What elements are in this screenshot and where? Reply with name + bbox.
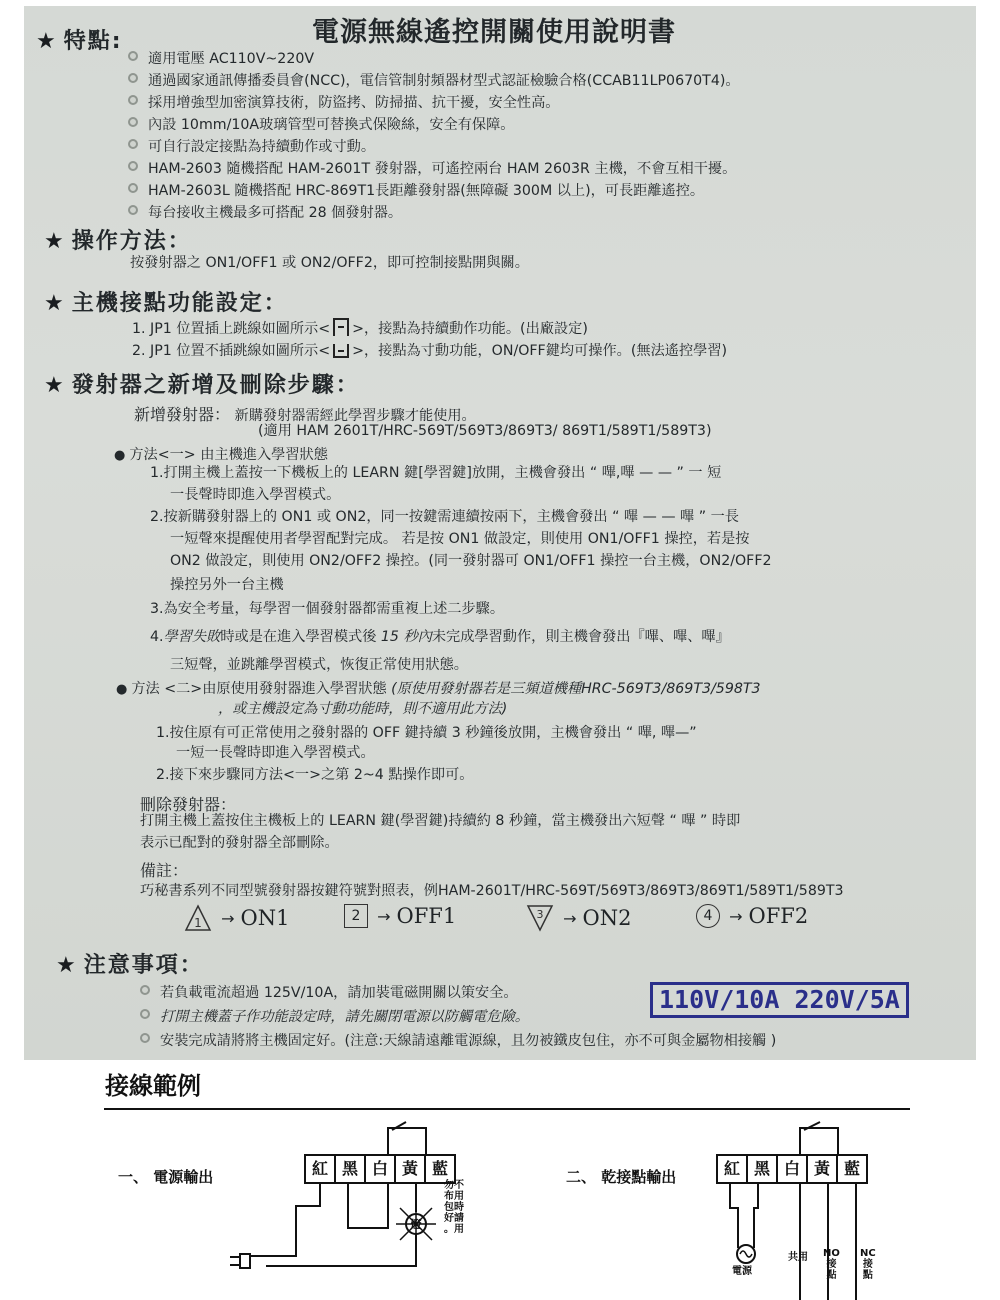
diagram-2-label: 二、 乾接點輸出 <box>566 1168 677 1186</box>
terminal-white: 白 <box>366 1156 396 1182</box>
caution-item: 打開主機蓋子作功能設定時，請先關閉電源以防觸電危險。 <box>140 1006 529 1026</box>
caution-item: 安裝完成請將將主機固定好。(注意:天線請遠離電源線，且勿被鐵皮包住，亦不可與金屬物相接觸 ) <box>140 1030 776 1050</box>
method-2-title: ● 方法 <二>由原使用發射器進入學習狀態 (原使用發射器若是三頻道機種HRC-569T3/869T3/598T3 <box>116 681 761 697</box>
diagram-1-label: 一、 電源輸出 <box>118 1168 214 1186</box>
cautions-heading: ★ 注意事項： <box>56 953 204 978</box>
jumper-off-icon <box>333 344 349 358</box>
terminal-yellow: 黃 <box>396 1156 426 1182</box>
diagram-1-note: 勿不 布用 包時 好請 。用 <box>444 1180 464 1235</box>
method-2-step: 1.按住原有可正常使用之發射器的 OFF 鍵持續 3 秒鐘後放開，主機會發出 “ 嗶, 嗶—” <box>156 725 697 741</box>
power-output-wiring-diagram <box>210 1116 510 1300</box>
bullet-icon <box>128 73 138 83</box>
method-1-step: 2.按新購發射器上的 ON1 或 ON2，同一按鍵需連續按兩下，主機會發出 “ 嗶 — — 嗶 ” 一長 <box>150 509 739 525</box>
contact-setting-line-1: 1. JP1 位置插上跳線如圖所示< >，接點為持續動作功能。(出廠設定) <box>132 318 588 338</box>
bullet-icon <box>140 1033 150 1043</box>
star-icon: ★ <box>44 229 66 254</box>
inverted-triangle-symbol-icon <box>526 904 554 932</box>
method-2-step: 2.接下來步驟同方法<一>之第 2~4 點操作即可。 <box>156 767 474 783</box>
method-2-step: 一短一長聲時即進入學習模式。 <box>176 745 375 761</box>
common-label: 共用 <box>788 1252 808 1263</box>
key-ref-off2: 4 → OFF2 <box>696 904 808 928</box>
terminal-red: 紅 <box>718 1156 748 1182</box>
add-transmitter: 新增發射器： 新購發射器需經此學習步驟才能使用。 <box>134 405 476 424</box>
method-1-title: ● 方法<一> 由主機進入學習狀態 <box>114 447 328 463</box>
feature-item: 採用增強型加密演算技術，防盜拷、防掃描、抗干擾，安全性高。 <box>128 92 559 112</box>
key-ref-on1: 1 → ON1 <box>184 904 289 932</box>
square-symbol-icon: 2 <box>344 904 368 928</box>
manual-title: 電源無線遙控開關使用說明書 <box>312 17 676 48</box>
bullet-icon <box>140 985 150 995</box>
method-1-step: 一短聲來提醒使用者學習配對完成。 若是按 ON1 做設定，則使用 ON1/OFF1 操控，若是按 <box>170 531 750 547</box>
bullet-icon <box>128 95 138 105</box>
nc-contact-label: NC 接 點 <box>860 1248 876 1281</box>
feature-item: HAM-2603 隨機搭配 HAM-2601T 發射器，可遙控兩台 HAM 2603R 主機，不會互相干擾。 <box>128 158 736 178</box>
features-heading: ★ 特點: <box>36 29 123 54</box>
diagram-1-terminal-block <box>304 1154 456 1184</box>
method-1-step: 一長聲時即進入學習模式。 <box>170 487 341 503</box>
contact-setting-heading: ★ 主機接點功能設定： <box>44 291 288 316</box>
bullet-icon <box>140 1009 150 1019</box>
terminal-red: 紅 <box>306 1156 336 1182</box>
terminal-yellow: 黃 <box>808 1156 838 1182</box>
method-1-step: 3.為安全考量，每學習一個發射器都需重複上述二步驟。 <box>150 601 505 617</box>
divider-line <box>104 1108 910 1110</box>
feature-item: 適用電壓 AC110V~220V <box>128 48 314 68</box>
power-label: 電源 <box>732 1266 752 1277</box>
note-label: 備註： <box>140 861 189 880</box>
operation-text: 按發射器之 ON1/OFF1 或 ON2/OFF2，即可控制接點開與關。 <box>130 255 529 271</box>
contact-setting-line-2: 2. JP1 位置不插跳線如圖所示< >，接點為寸動功能，ON/OFF鍵均可操作。(無法遙控學習) <box>132 343 728 359</box>
bullet-icon <box>128 183 138 193</box>
bullet-icon <box>128 51 138 61</box>
manual-sheet <box>24 6 976 1060</box>
key-ref-off1: 2 → OFF1 <box>344 904 456 928</box>
terminal-blue: 藍 <box>431 1159 448 1178</box>
method-1-step: 4.學習失敗時或是在進入學習模式後 15 秒內未完成學習動作，則主機會發出『嗶、嗶、嗶』 <box>150 629 730 645</box>
feature-item: 內設 10mm/10A玻璃管型可替換式保險絲，安全有保障。 <box>128 114 515 134</box>
add-applies: (適用 HAM 2601T/HRC-569T/569T3/869T3/ 869T1/589T1/589T3) <box>258 423 712 439</box>
terminal-black: 黑 <box>336 1156 366 1182</box>
feature-item: 每台接收主機最多可搭配 28 個發射器。 <box>128 202 402 222</box>
svg-text:燈: 燈 <box>410 1218 422 1231</box>
feature-item: 可自行設定接點為持續動作或寸動。 <box>128 136 375 156</box>
svg-text:1: 1 <box>194 916 202 930</box>
delete-text: 表示已配對的發射器全部刪除。 <box>140 835 339 851</box>
bullet-icon <box>128 117 138 127</box>
wiring-examples <box>0 1062 1000 1300</box>
key-ref-on2: 3 → ON2 <box>526 904 631 932</box>
svg-text:3: 3 <box>536 908 544 921</box>
delete-text: 打開主機上蓋按住主機板上的 LEARN 鍵(學習鍵)持續約 8 秒鐘，當主機發出六短聲 “ 嗶 ” 時即 <box>140 813 741 829</box>
star-icon: ★ <box>36 29 58 54</box>
terminal-black: 黑 <box>748 1156 778 1182</box>
diagram-2-terminal-block <box>716 1154 868 1184</box>
triangle-symbol-icon <box>184 904 212 932</box>
feature-item: 通過國家通訊傳播委員會(NCC)，電信管制射頻器材型式認証檢驗合格(CCAB11LP0670T4)。 <box>128 70 740 90</box>
rating-stamp: 110V/10A 220V/5A <box>650 982 909 1018</box>
circle-symbol-icon: 4 <box>696 904 720 928</box>
bullet-icon <box>128 161 138 171</box>
operation-heading: ★ 操作方法： <box>44 229 192 254</box>
terminal-blue: 藍 <box>843 1159 860 1178</box>
delete-label: 刪除發射器： <box>140 795 237 814</box>
star-icon: ★ <box>44 373 66 398</box>
method-1-step: ON2 做設定，則使用 ON2/OFF2 操控。(同一發射器可 ON1/OFF1 操控一台主機，ON2/OFF2 <box>170 553 772 569</box>
method-1-step: 操控另外一台主機 <box>170 577 284 593</box>
caution-item: 若負載電流超過 125V/10A，請加裝電磁開關以策安全。 <box>140 982 518 1002</box>
bullet-icon <box>128 139 138 149</box>
star-icon: ★ <box>44 291 66 316</box>
jumper-on-icon <box>333 318 349 336</box>
transmitter-heading: ★ 發射器之新增及刪除步驟： <box>44 373 360 398</box>
bullet-icon <box>128 205 138 215</box>
method-2-note: ，或主機設定為寸動功能時，則不適用此方法) <box>218 701 508 717</box>
method-1-step: 1.打開主機上蓋按一下機板上的 LEARN 鍵[學習鍵]放開，主機會發出 “ 嗶,嗶 — — ” 一 短 <box>150 465 722 481</box>
terminal-white: 白 <box>778 1156 808 1182</box>
feature-item: HAM-2603L 隨機搭配 HRC-869T1長距離發射器(無障礙 300M 以上)，可長距離遙控。 <box>128 180 704 200</box>
star-icon: ★ <box>56 953 78 978</box>
note-text: 巧秘書系列不同型號發射器按鍵符號對照表，例HAM-2601T/HRC-569T/569T3/869T3/869T1/589T1/589T3 <box>140 883 844 899</box>
no-contact-label: NO 接 點 <box>823 1248 840 1281</box>
method-1-step: 三短聲，並跳離學習模式，恢復正常使用狀態。 <box>170 657 468 673</box>
wiring-title: 接線範例 <box>105 1071 201 1100</box>
